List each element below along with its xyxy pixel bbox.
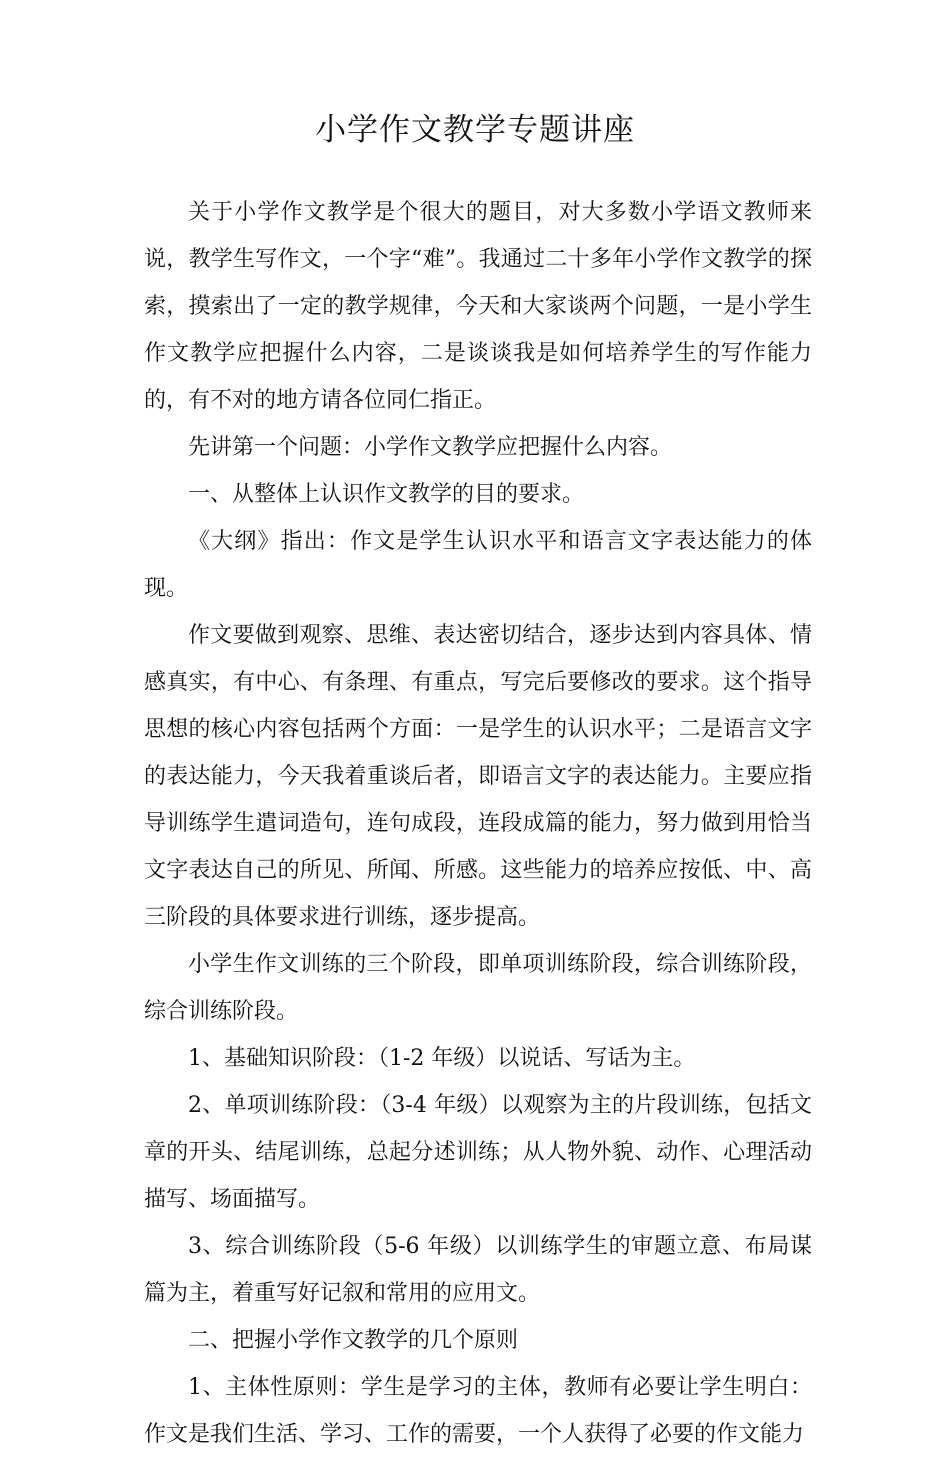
heading-section-two: 二、把握小学作文教学的几个原则 [188,1328,519,1353]
paragraph-requirements: 作文要做到观察、思维、表达密切结合，逐步达到内容具体、情感真实，有中心、有条理、有重点，写完后要修改的要求。这个指导思想的核心内容包括两个方面：一是学生的认识水平；二是语言文字的表达能力，今天我着重谈后者，即语言文字的表达能力。主要应指导训练学生遣词造句，连句成段，连段成篇的能力，努力做到用恰当文字表达自己的所见、所闻、所感。这些能力的培养应按低、中、高三阶段的具体要求进行训练，逐步提高。 [144,623,812,930]
list-item-stage-3: 3、综合训练阶段（5-6 年级）以训练学生的审题立意、布局谋篇为主，着重写好记叙和常用的应用文。 [144,1234,812,1306]
paragraph-intro: 关于小学作文教学是个很大的题目，对大多数小学语文教师来说，教学生写作文，一个字“难”。我通过二十多年小学作文教学的探索，摸索出了一定的教学规律，今天和大家谈两个问题，一是小学生作文教学应把握什么内容，二是谈谈我是如何培养学生的写作能力的，有不对的地方请各位同仁指正。 [144,200,812,413]
paragraph-first-question: 先讲第一个问题：小学作文教学应把握什么内容。 [188,435,673,460]
paragraph-three-stages: 小学生作文训练的三个阶段，即单项训练阶段，综合训练阶段，综合训练阶段。 [144,952,812,1024]
heading-section-one: 一、从整体上认识作文教学的目的要求。 [188,482,585,507]
document-title: 小学作文教学专题讲座 [315,112,635,148]
list-item-principle-1: 1、主体性原则：学生是学习的主体，教师有必要让学生明白：作文是我们生活、学习、工作的需要，一个人获得了必要的作文能力 [144,1375,812,1447]
paragraph-syllabus: 《大纲》指出：作文是学生认识水平和语言文字表达能力的体现。 [144,529,812,601]
document-body [144,189,812,1458]
list-item-stage-2: 2、单项训练阶段：（3-4 年级）以观察为主的片段训练，包括文章的开头、结尾训练，总起分述训练；从人物外貌、动作、心理活动描写、场面描写。 [144,1093,812,1212]
list-item-stage-1: 1、基础知识阶段：（1-2 年级）以说话、写话为主。 [188,1046,696,1071]
